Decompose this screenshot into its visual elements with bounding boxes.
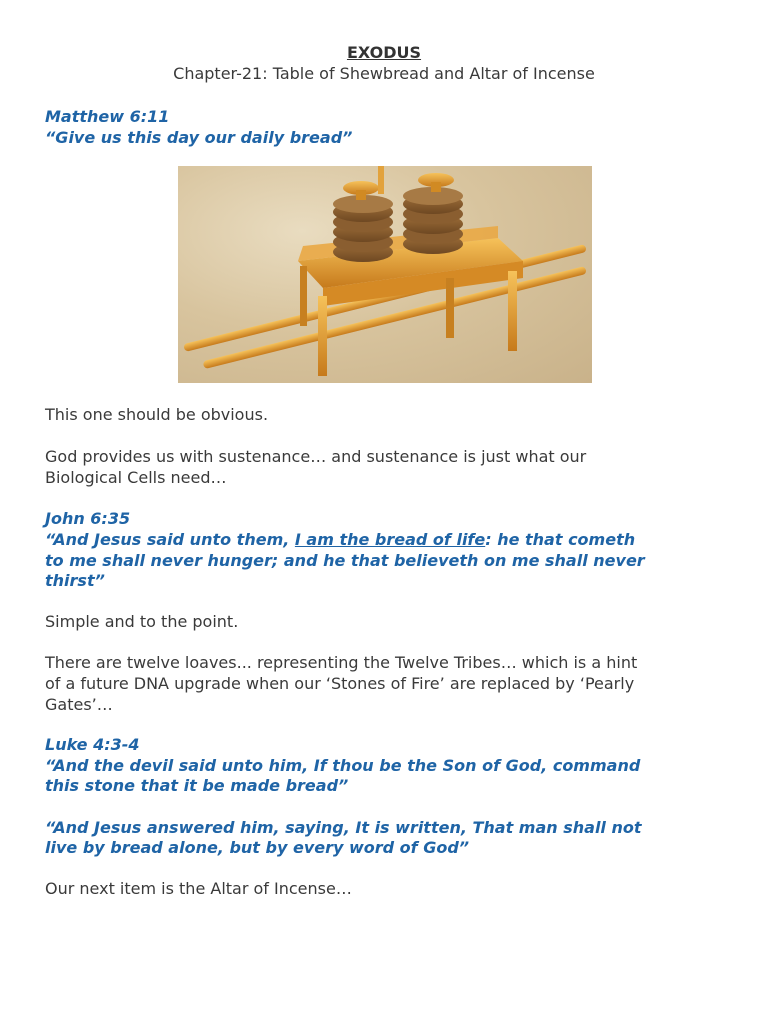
- quote-john-pre: “And Jesus said unto them,: [45, 530, 295, 549]
- verse-quote-luke-1-line-1: “And the devil said unto him, If thou be the Son of God, command: [45, 756, 641, 775]
- verse-quote-matthew: “Give us this day our daily bread”: [45, 128, 353, 147]
- verse-quote-luke-2-line-1: “And Jesus answered him, saying, It is written, That man shall not: [45, 818, 642, 837]
- quote-john-post: : he that cometh: [485, 530, 636, 549]
- paragraph-sustenance-line-1: God provides us with sustenance… and sustenance is just what our: [45, 447, 587, 466]
- paragraph-sustenance-line-2: Biological Cells need…: [45, 468, 227, 487]
- verse-ref-luke: Luke 4:3-4: [45, 735, 140, 754]
- chapter-subtitle: Chapter-21: Table of Shewbread and Altar of Incense: [173, 64, 595, 83]
- paragraph-twelve-loaves-line-3: Gates’…: [45, 695, 113, 714]
- verse-quote-john-line-3: thirst”: [45, 571, 105, 590]
- bread-of-life-underline: I am the bread of life: [294, 530, 486, 549]
- paragraph-twelve-loaves-line-1: There are twelve loaves... representing the Twelve Tribes… which is a hint: [45, 653, 638, 672]
- paragraph-twelve-loaves-line-2: of a future DNA upgrade when our ‘Stones of Fire’ are replaced by ‘Pearly: [45, 674, 635, 693]
- paragraph-simple: Simple and to the point.: [45, 612, 239, 631]
- page-title: EXODUS: [346, 43, 422, 62]
- verse-ref-john: John 6:35: [45, 509, 131, 528]
- paragraph-obvious: This one should be obvious.: [45, 405, 269, 424]
- shewbread-table-image: [178, 166, 592, 383]
- paragraph-next-item: Our next item is the Altar of Incense…: [45, 879, 352, 898]
- verse-quote-luke-2-line-2: live by bread alone, but by every word of God”: [45, 838, 470, 857]
- verse-ref-matthew: Matthew 6:11: [45, 107, 170, 126]
- verse-quote-john-line-2: to me shall never hunger; and he that believeth on me shall never: [45, 551, 645, 570]
- verse-quote-luke-1-line-2: this stone that it be made bread”: [45, 776, 349, 795]
- table-illustration: [178, 166, 592, 383]
- verse-quote-john-line-1: [45, 529, 735, 550]
